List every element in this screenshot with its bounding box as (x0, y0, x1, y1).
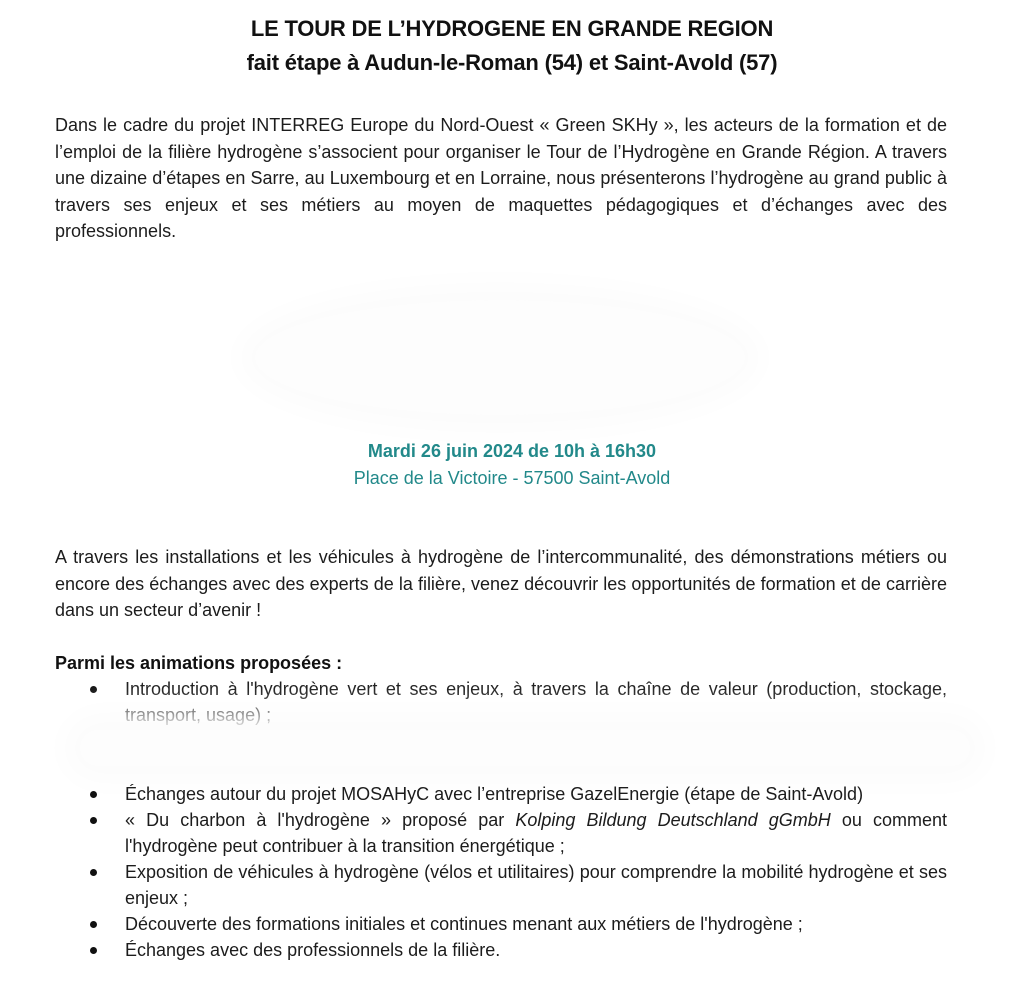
bullet-icon (90, 947, 97, 954)
title-line-2: fait étape à Audun-le-Roman (54) et Saint-Avold (57) (246, 50, 778, 75)
body-paragraph: A travers les installations et les véhicules à hydrogène de l’intercommunalité, des démonstrations métiers ou encore des échanges avec des experts de la filière, venez découvrir les opportunités de formation et de carrière dans un secteur d’avenir ! (55, 547, 947, 620)
bullet-icon (90, 686, 97, 693)
list-item-text: Introduction à l'hydrogène vert et ses enjeux, à travers la chaîne de valeur (production, stockage, transport, usage) ; (125, 679, 947, 725)
bullet-icon (90, 869, 97, 876)
list-item-text: Exposition de véhicules à hydrogène (vélos et utilitaires) pour comprendre la mobilité hydrogène et ses enjeux ; (125, 862, 947, 908)
event-location: Place de la Victoire - 57500 Saint-Avold (353, 468, 671, 488)
animations-list-part-1 (0, 676, 1024, 728)
redacted-list-item-area (80, 730, 970, 766)
event-date-time: Mardi 26 juin 2024 de 10h à 16h30 (367, 441, 657, 461)
event-info (0, 437, 1024, 491)
list-item (0, 937, 947, 963)
list-item-text (125, 810, 947, 856)
list-item-text: Échanges avec des professionnels de la filière. (125, 940, 501, 960)
list-item (0, 859, 947, 911)
organization-name: Kolping Bildung Deutschland gGmbH (515, 810, 831, 830)
list-item-text-before: « Du charbon à l'hydrogène » proposé par (125, 810, 516, 830)
intro-paragraph: Dans le cadre du projet INTERREG Europe du Nord-Ouest « Green SKHy », les acteurs de la formation et de l’emploi de la filière hydrogène s’associent pour organiser le Tour de l’Hydrogène en Grande Région. A travers une dizaine d’étapes en Sarre, au Luxembourg et en Lorraine, nous présenterons l’hydrogène au grand public à travers ses enjeux et ses métiers au moyen de maquettes pédagogiques et d’échanges avec des professionnels. (55, 115, 947, 241)
redacted-image-area (255, 300, 745, 415)
list-item-text: Découverte des formations initiales et continues menant aux métiers de l'hydrogène ; (125, 914, 803, 934)
animations-list-part-2 (0, 781, 1024, 963)
document-title (0, 12, 1024, 80)
bullet-icon (90, 791, 97, 798)
title-line-1: LE TOUR DE L’HYDROGENE EN GRANDE REGION (250, 16, 774, 41)
list-item-text: Échanges autour du projet MOSAHyC avec l’entreprise GazelEnergie (étape de Saint-Avold) (125, 784, 864, 804)
list-item-text-after: ou comment l'hydrogène peut contribuer à la transition énergétique ; (125, 810, 947, 856)
list-item (0, 807, 947, 859)
list-item (0, 911, 947, 937)
animations-heading: Parmi les animations proposées : (55, 653, 343, 673)
list-item (0, 676, 947, 728)
bullet-icon (90, 921, 97, 928)
bullet-icon (90, 817, 97, 824)
list-item (0, 781, 947, 807)
